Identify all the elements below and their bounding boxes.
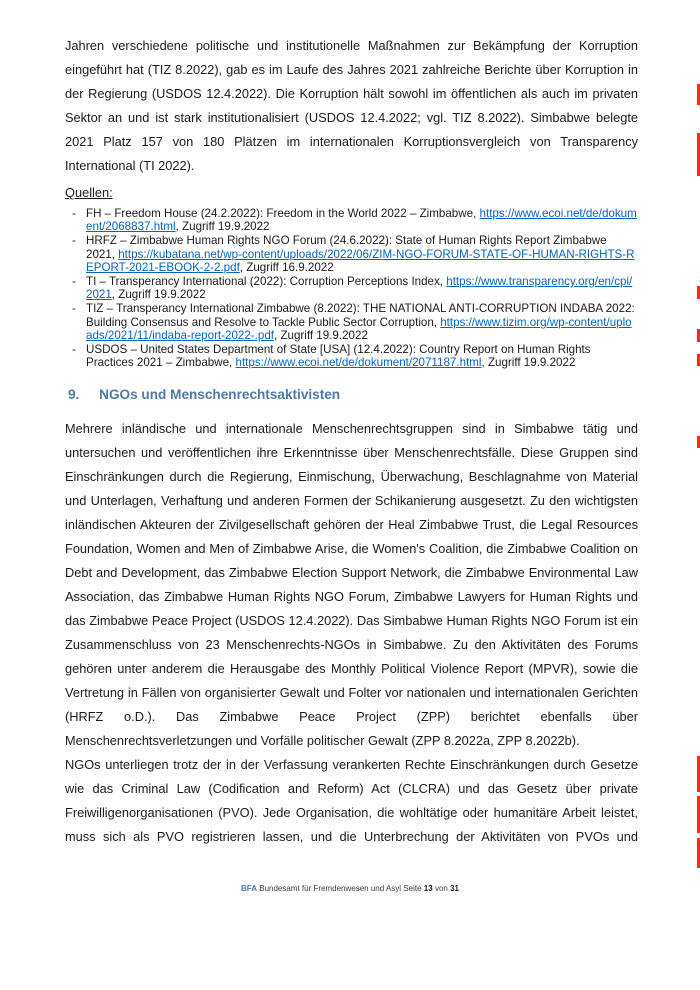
source-link[interactable]: https://www.ecoi.net/de/dokument/2071187.html: [235, 356, 482, 370]
source-link[interactable]: https://kubatana.net/wp-content/uploads/2022/06/ZIM-NGO-FORUM-STATE-OF-HUMAN-RIGHTS-REPORT-2021-EBOOK-2-2.pdf: [86, 247, 635, 275]
page-body: [65, 34, 638, 849]
source-list-item: [65, 234, 638, 274]
bullet-dash: -: [72, 207, 76, 220]
bfa-logo-text: BFA: [241, 884, 257, 893]
bullet-dash: -: [72, 234, 76, 248]
source-citation-text: FH – Freedom House (24.2.2022): Freedom in the World 2022 – Zimbabwe,: [86, 207, 480, 220]
source-citation-text: HRFZ – Zimbabwe Human Rights NGO Forum (24.6.2022): State of Human Rights Report Zimbabwe 2021,: [86, 234, 607, 261]
section-title: NGOs und Menschenrechtsaktivisten: [99, 386, 341, 402]
source-access-date: , Zugriff 19.9.2022: [175, 220, 270, 234]
source-link[interactable]: https://www.ecoi.net/de/dokument/2068837.html: [86, 207, 637, 234]
paragraph-corruption: Jahren verschiedene politische und institutionelle Maßnahmen zur Bekämpfung der Korruption eingeführt hat (TIZ 8.2022), gab es im Laufe des Jahres 2021 zahlreiche Berichte über Korruption in der Regierung (USDOS 12.4.2022). Die Korruption hält sowohl im öffentlichen als auch im privaten Sektor an und ist stark institutionalisiert (USDOS 12.4.2022; vgl. TIZ 8.2022). Simbabwe belegte 2021 Platz 157 von 180 Plätzen im internationalen Korruptionsvergleich von Transparency International (TI 2022).: [65, 38, 638, 173]
footer-page-label: Seite: [403, 884, 422, 893]
source-list-item: [65, 302, 638, 342]
source-list-item: [65, 343, 638, 370]
source-link[interactable]: https://www.transparency.org/en/cpi/2021: [86, 275, 633, 302]
footer-von-label: von: [434, 884, 448, 893]
source-access-date: , Zugriff 19.9.2022: [274, 329, 368, 343]
footer-page-number: 13: [423, 884, 433, 893]
bullet-dash: -: [72, 302, 76, 316]
source-access-date: , Zugriff 19.9.2022: [481, 356, 576, 370]
source-access-date: , Zugriff 19.9.2022: [111, 288, 206, 302]
sources-list: [65, 207, 638, 370]
source-citation-text: TI – Transperancy International (2022): Corruption Perceptions Index,: [86, 275, 447, 289]
sources-label: Quellen:: [65, 185, 113, 200]
section-heading: [65, 387, 638, 402]
page-footer: [0, 884, 700, 894]
source-link[interactable]: https://www.tizim.org/wp-content/uploads/2021/11/indaba-report-2022-.pdf: [86, 315, 632, 343]
source-list-item: [65, 207, 638, 234]
paragraph-ngo-laws: NGOs unterliegen trotz der in der Verfassung verankerten Rechte Einschränkungen durch Gesetze wie das Criminal Law (Codification and Reform) Act (CLCRA) und das Gesetz über private Freiwilligenorganisationen (PVO). Jede Organisation, die wohltätige oder humanitäre Arbeit leistet, muss sich als PVO registrieren lassen, und die Unterbrechung der Aktivitäten von PVOs und: [65, 756, 638, 844]
source-list-item: [65, 275, 638, 302]
bullet-dash: -: [72, 275, 76, 289]
source-citation-text: USDOS – United States Department of State [USA] (12.4.2022): Country Report on Human Rights Practices 2021 – Zimbabwe,: [86, 343, 591, 370]
bullet-dash: -: [72, 343, 76, 357]
source-citation-text: TIZ – Transperancy International Zimbabwe (8.2022): THE NATIONAL ANTI-CORRUPTION INDABA 2022: Building Consensus and Resolve to Tackle Public Sector Corruption,: [86, 302, 635, 329]
footer-org-name: Bundesamt für Fremdenwesen und Asyl: [259, 884, 402, 893]
section-number: 9.: [68, 386, 80, 402]
footer-page-total: 31: [450, 884, 459, 893]
paragraph-ngos: Mehrere inländische und internationale Menschenrechtsgruppen sind in Simbabwe tätig und untersuchen und veröffentlichen ihre Erkenntnisse über Menschenrechtsfälle. Diese Gruppen sind Einschränkungen durch die Regierung, Einmischung, Überwachung, Beschlagnahme von Material und Unterlagen, Verhaftung und anderen Formen der Schikanierung ausgesetzt. Zu den wichtigsten inländischen Akteuren der Zivilgesellschaft gehören der Heal Zimbabwe Trust, die Legal Resources Foundation, Women and Men of Zimbabwe Arise, die Women's Coalition, die Zimbabwe Coalition on Debt and Development, das Zimbabwe Election Support Network, die Zimbabwe Environmental Law Association, das Zimbabwe Human Rights NGO Forum, Zimbabwe Lawyers for Human Rights und das Zimbabwe Peace Project (USDOS 12.4.2022). Das Simbabwe Human Rights NGO Forum ist ein Zusammenschluss von 23 Menschenrechts-NGOs in Simbabwe. Zu den Aktivitäten des Forums gehören unter anderem die Herausgabe des Monthly Political Violence Report (MPVR), sowie die Vertretung in Fällen von organisierter Gewalt und Folter vor nationalen und internationalen Gerichten (HRFZ o.D.). Das Zimbabwe Peace Project (ZPP) berichtet ebenfalls über Menschenrechtsverletzungen und Vorfälle politischer Gewalt (ZPP 8.2022a, ZPP 8.2022b).: [65, 420, 638, 748]
source-access-date: , Zugriff 16.9.2022: [239, 261, 334, 275]
